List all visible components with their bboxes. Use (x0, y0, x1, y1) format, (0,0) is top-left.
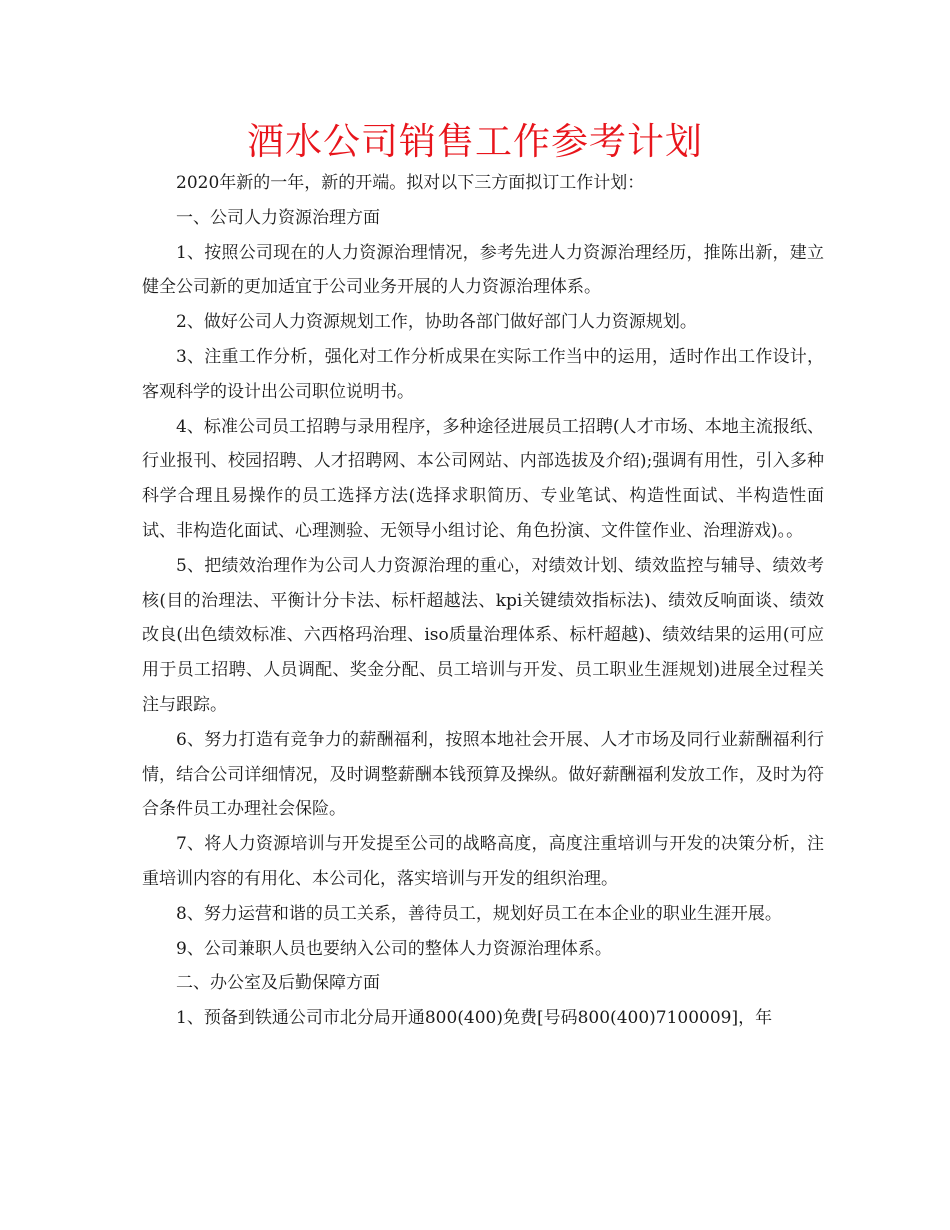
paragraph-office-1: 1、预备到铁通公司市北分局开通800(400)免费[号码800(400)7100009]，年 (176, 1008, 773, 1029)
paragraph-hr-5: 5、把绩效治理作为公司人力资源治理的重心，对绩效计划、绩效监控与辅导、绩效考核(目的治理法、平衡计分卡法、标杆超越法、kpi关键绩效指标法)、绩效反响面谈、绩效改良(出色绩效标准、六西格玛治理、iso质量治理体系、标杆超越)、绩效结果的运用(可应用于员工招聘、人员调配、奖金分配、员工培训与开发、员工职业生涯规划)进展全过程关注与跟踪。 (142, 555, 824, 715)
section-heading-office: 二、办公室及后勤保障方面 (176, 973, 380, 994)
paragraph-hr-3: 3、注重工作分析，强化对工作分析成果在实际工作当中的运用，适时作出工作设计，客观科学的设计出公司职位说明书。 (142, 346, 824, 402)
paragraph-hr-6: 6、努力打造有竞争力的薪酬福利，按照本地社会开展、人才市场及同行业薪酬福利行情，结合公司详细情况，及时调整薪酬本钱预算及操纵。做好薪酬福利发放工作，及时为符合条件员工办理社会保险。 (142, 729, 824, 820)
paragraph-hr-9: 9、公司兼职人员也要纳入公司的整体人力资源治理体系。 (176, 938, 612, 959)
document-body (142, 166, 824, 1036)
paragraph-hr-1: 1、按照公司现在的人力资源治理情况，参考先进人力资源治理经历，推陈出新，建立健全公司新的更加适宜于公司业务开展的人力资源治理体系。 (142, 242, 824, 298)
paragraph-hr-7: 7、将人力资源培训与开发提至公司的战略高度，高度注重培训与开发的决策分析，注重培训内容的有用化、本公司化，落实培训与开发的组织治理。 (142, 834, 824, 889)
paragraph-hr-8: 8、努力运营和谐的员工关系，善待员工，规划好员工在本企业的职业生涯开展。 (176, 903, 782, 924)
document-title: 酒水公司销售工作参考计划 (247, 120, 703, 163)
paragraph-intro: 2020年新的一年，新的开端。拟对以下三方面拟订工作计划： (176, 173, 645, 193)
paragraph-hr-2: 2、做好公司人力资源规划工作，协助各部门做好部门人力资源规划。 (176, 312, 697, 333)
section-heading-hr: 一、公司人力资源治理方面 (176, 207, 380, 228)
paragraph-hr-4: 4、标准公司员工招聘与录用程序，多种途径进展员工招聘(人才市场、本地主流报纸、行业报刊、校园招聘、人才招聘网、本公司网站、内部选拔及介绍);强调有用性，引入多种科学合理且易操作的员工选择方法(选择求职简历、专业笔试、构造性面试、半构造性面试、非构造化面试、心理测验、无领导小组讨论、角色扮演、文件筐作业、治理游戏)。。 (142, 416, 824, 541)
